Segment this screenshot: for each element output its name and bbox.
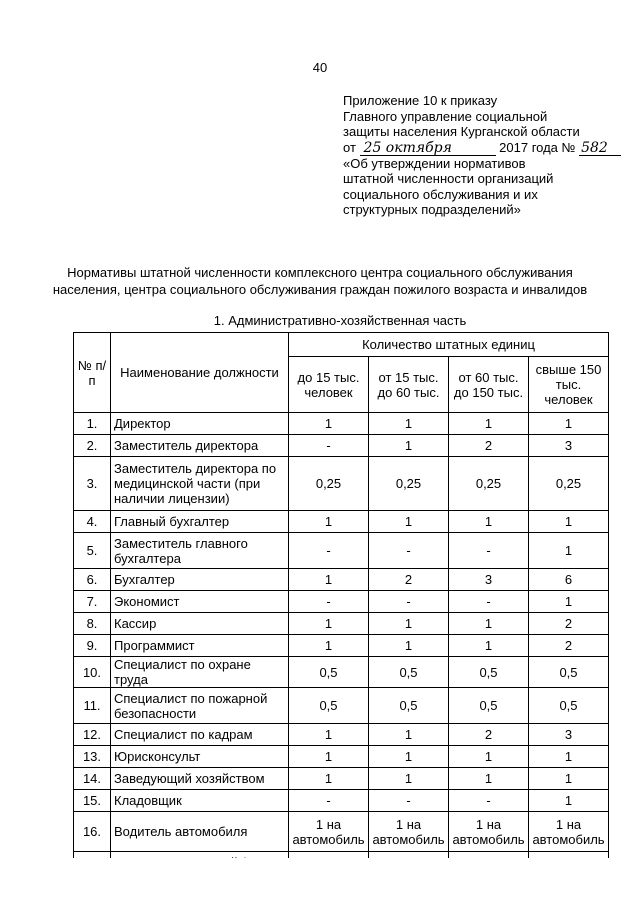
header-col-2: от 15 тыс. до 60 тыс. bbox=[369, 357, 449, 413]
staff-count-cell: 1 bbox=[369, 724, 449, 746]
staff-count-cell: - bbox=[449, 790, 529, 812]
table-row bbox=[74, 746, 609, 768]
position-name: Экономист bbox=[111, 591, 289, 613]
staff-count-cell: - bbox=[289, 591, 369, 613]
staff-count-cell: 3 bbox=[529, 435, 609, 457]
staff-count-cell: 1 bbox=[369, 746, 449, 768]
staff-count-cell: 1 bbox=[289, 613, 369, 635]
staff-count-cell: 6 bbox=[529, 569, 609, 591]
staff-count-cell: 1 bbox=[289, 569, 369, 591]
staff-count-cell: 1 bbox=[529, 790, 609, 812]
row-number: 2. bbox=[74, 435, 111, 457]
appendix-line-3: защиты населения Курганской области bbox=[343, 124, 580, 139]
staff-count-cell: 0,5 bbox=[529, 657, 609, 688]
row-number: 12. bbox=[74, 724, 111, 746]
staff-count-cell: 3 bbox=[449, 569, 529, 591]
staff-count-cell: - bbox=[449, 591, 529, 613]
table-row bbox=[74, 569, 609, 591]
staff-count-cell: 1 на автомобиль bbox=[369, 812, 449, 852]
row-number: 1. bbox=[74, 413, 111, 435]
document-title-line-2: населения, центра социального обслуживания граждан пожилого возраста и инвалидов bbox=[52, 282, 588, 297]
staff-count-cell: 1 bbox=[369, 613, 449, 635]
staff-count-cell: 1 bbox=[529, 413, 609, 435]
table-row bbox=[74, 435, 609, 457]
staff-count-cell: 1 bbox=[529, 591, 609, 613]
staff-count-cell: 1 bbox=[369, 413, 449, 435]
staff-count-cell: 0,5 bbox=[529, 688, 609, 724]
staff-count-cell: 1 bbox=[449, 746, 529, 768]
table-row bbox=[74, 768, 609, 790]
appendix-line-1: Приложение 10 к приказу bbox=[343, 93, 498, 108]
appendix-header bbox=[343, 93, 623, 218]
staff-count-cell: 2 bbox=[529, 613, 609, 635]
staff-count-cell: - bbox=[289, 435, 369, 457]
header-group: Количество штатных единиц bbox=[289, 333, 609, 357]
staff-count-cell: 1 на автомобиль bbox=[289, 812, 369, 852]
staff-count-cell: 1 на автомобиль bbox=[529, 812, 609, 852]
table-row bbox=[74, 511, 609, 533]
staff-count-cell: 1 bbox=[369, 635, 449, 657]
header-col-1: до 15 тыс. человек bbox=[289, 357, 369, 413]
row-number: 3. bbox=[74, 457, 111, 511]
row-number: 9. bbox=[74, 635, 111, 657]
staff-count-cell: 1 bbox=[449, 413, 529, 435]
position-name: Главный бухгалтер bbox=[111, 511, 289, 533]
table-row bbox=[74, 413, 609, 435]
position-name: Юрисконсульт bbox=[111, 746, 289, 768]
staff-count-cell: 1 bbox=[449, 613, 529, 635]
position-name: Специалист по охране труда bbox=[111, 657, 289, 688]
appendix-title-line-2: штатной численности организаций bbox=[343, 171, 554, 186]
staff-count-cell: - bbox=[289, 790, 369, 812]
staff-count-cell: 1 bbox=[449, 768, 529, 790]
row-number: 4. bbox=[74, 511, 111, 533]
staff-count-cell: 1 bbox=[529, 768, 609, 790]
table-row bbox=[74, 657, 609, 688]
appendix-title-line-3: социального обслуживания и их bbox=[343, 186, 538, 202]
staff-count-cell: 0,25 bbox=[289, 457, 369, 511]
staff-count-cell: - bbox=[369, 591, 449, 613]
appendix-title-line-4: структурных подразделений» bbox=[343, 202, 521, 217]
appendix-title-line-1: «Об утверждении нормативов bbox=[343, 155, 526, 171]
position-name: Директор bbox=[111, 413, 289, 435]
staff-count-cell: - bbox=[289, 533, 369, 569]
document-title bbox=[0, 264, 640, 298]
row-number: 13. bbox=[74, 746, 111, 768]
position-name: Водитель автомобиля bbox=[111, 812, 289, 852]
position-name: Кладовщик bbox=[111, 790, 289, 812]
staff-count-cell: 0,25 bbox=[529, 457, 609, 511]
row-number: 14. bbox=[74, 768, 111, 790]
staff-count-cell: 1 bbox=[289, 746, 369, 768]
staff-count-cell: 0,5 bbox=[449, 688, 529, 724]
table-row bbox=[74, 724, 609, 746]
table-row bbox=[74, 812, 609, 852]
row-number: 7. bbox=[74, 591, 111, 613]
staff-count-cell: 1 bbox=[289, 724, 369, 746]
row-number: 16. bbox=[74, 812, 111, 852]
table-row bbox=[74, 613, 609, 635]
staff-count-cell: 1 bbox=[449, 511, 529, 533]
staff-count-cell: 1 bbox=[369, 435, 449, 457]
page-bottom-margin bbox=[0, 858, 640, 905]
row-number: 10. bbox=[74, 657, 111, 688]
position-name: Бухгалтер bbox=[111, 569, 289, 591]
staff-count-cell: 1 bbox=[289, 768, 369, 790]
staff-count-cell: 1 на автомобиль bbox=[449, 812, 529, 852]
staff-count-cell: 1 bbox=[369, 768, 449, 790]
staffing-table bbox=[73, 332, 609, 874]
staff-count-cell: 0,5 bbox=[289, 657, 369, 688]
table-row bbox=[74, 533, 609, 569]
table-row bbox=[74, 591, 609, 613]
position-name: Заместитель главного бухгалтера bbox=[111, 533, 289, 569]
appendix-date-line bbox=[343, 140, 623, 156]
position-name: Специалист по кадрам bbox=[111, 724, 289, 746]
appendix-line-2: Главного управление социальной bbox=[343, 108, 548, 124]
table-header-row bbox=[74, 333, 609, 357]
row-number: 11. bbox=[74, 688, 111, 724]
position-name: Заместитель директора bbox=[111, 435, 289, 457]
staff-count-cell: 1 bbox=[449, 635, 529, 657]
staff-count-cell: 1 bbox=[529, 511, 609, 533]
page-number: 40 bbox=[312, 60, 328, 75]
staff-count-cell: 1 bbox=[529, 746, 609, 768]
position-name: Программист bbox=[111, 635, 289, 657]
staff-count-cell: 2 bbox=[449, 435, 529, 457]
staff-count-cell: 2 bbox=[449, 724, 529, 746]
staff-count-cell: 1 bbox=[289, 413, 369, 435]
header-position: Наименование должности bbox=[111, 333, 289, 413]
row-number: 6. bbox=[74, 569, 111, 591]
header-col-3: от 60 тыс. до 150 тыс. bbox=[449, 357, 529, 413]
staff-count-cell: 1 bbox=[369, 511, 449, 533]
position-name: Кассир bbox=[111, 613, 289, 635]
handwritten-order-number: 582 bbox=[579, 142, 621, 156]
staff-count-cell: - bbox=[369, 790, 449, 812]
date-prefix: от bbox=[343, 139, 356, 155]
year-text: 2017 года № bbox=[499, 139, 576, 155]
row-number: 15. bbox=[74, 790, 111, 812]
staff-count-cell: 2 bbox=[369, 569, 449, 591]
header-num: № п/п bbox=[74, 333, 111, 413]
table-row bbox=[74, 688, 609, 724]
position-name: Специалист по пожарной безопасности bbox=[111, 688, 289, 724]
table-row bbox=[74, 457, 609, 511]
staff-count-cell: 0,25 bbox=[449, 457, 529, 511]
staff-count-cell: 0,5 bbox=[449, 657, 529, 688]
handwritten-date: 25 октября bbox=[360, 142, 496, 156]
staff-count-cell: 2 bbox=[529, 635, 609, 657]
header-col-4: свыше 150 тыс. человек bbox=[529, 357, 609, 413]
staff-count-cell: 0,25 bbox=[369, 457, 449, 511]
table-row bbox=[74, 635, 609, 657]
position-name: Заместитель директора по медицинской части (при наличии лицензии) bbox=[111, 457, 289, 511]
table-row bbox=[74, 790, 609, 812]
section-title: 1. Административно-хозяйственная часть bbox=[213, 313, 467, 328]
position-name: Заведующий хозяйством bbox=[111, 768, 289, 790]
staff-count-cell: - bbox=[449, 533, 529, 569]
staff-count-cell: 0,5 bbox=[369, 688, 449, 724]
staff-count-cell: 1 bbox=[529, 533, 609, 569]
staff-count-cell: - bbox=[369, 533, 449, 569]
staff-count-cell: 1 bbox=[289, 635, 369, 657]
staff-count-cell: 3 bbox=[529, 724, 609, 746]
document-title-line-1: Нормативы штатной численности комплексного центра социального обслуживания bbox=[67, 265, 573, 280]
row-number: 5. bbox=[74, 533, 111, 569]
staff-count-cell: 1 bbox=[289, 511, 369, 533]
table-body bbox=[74, 413, 609, 874]
row-number: 8. bbox=[74, 613, 111, 635]
staff-count-cell: 0,5 bbox=[289, 688, 369, 724]
staff-count-cell: 0,5 bbox=[369, 657, 449, 688]
